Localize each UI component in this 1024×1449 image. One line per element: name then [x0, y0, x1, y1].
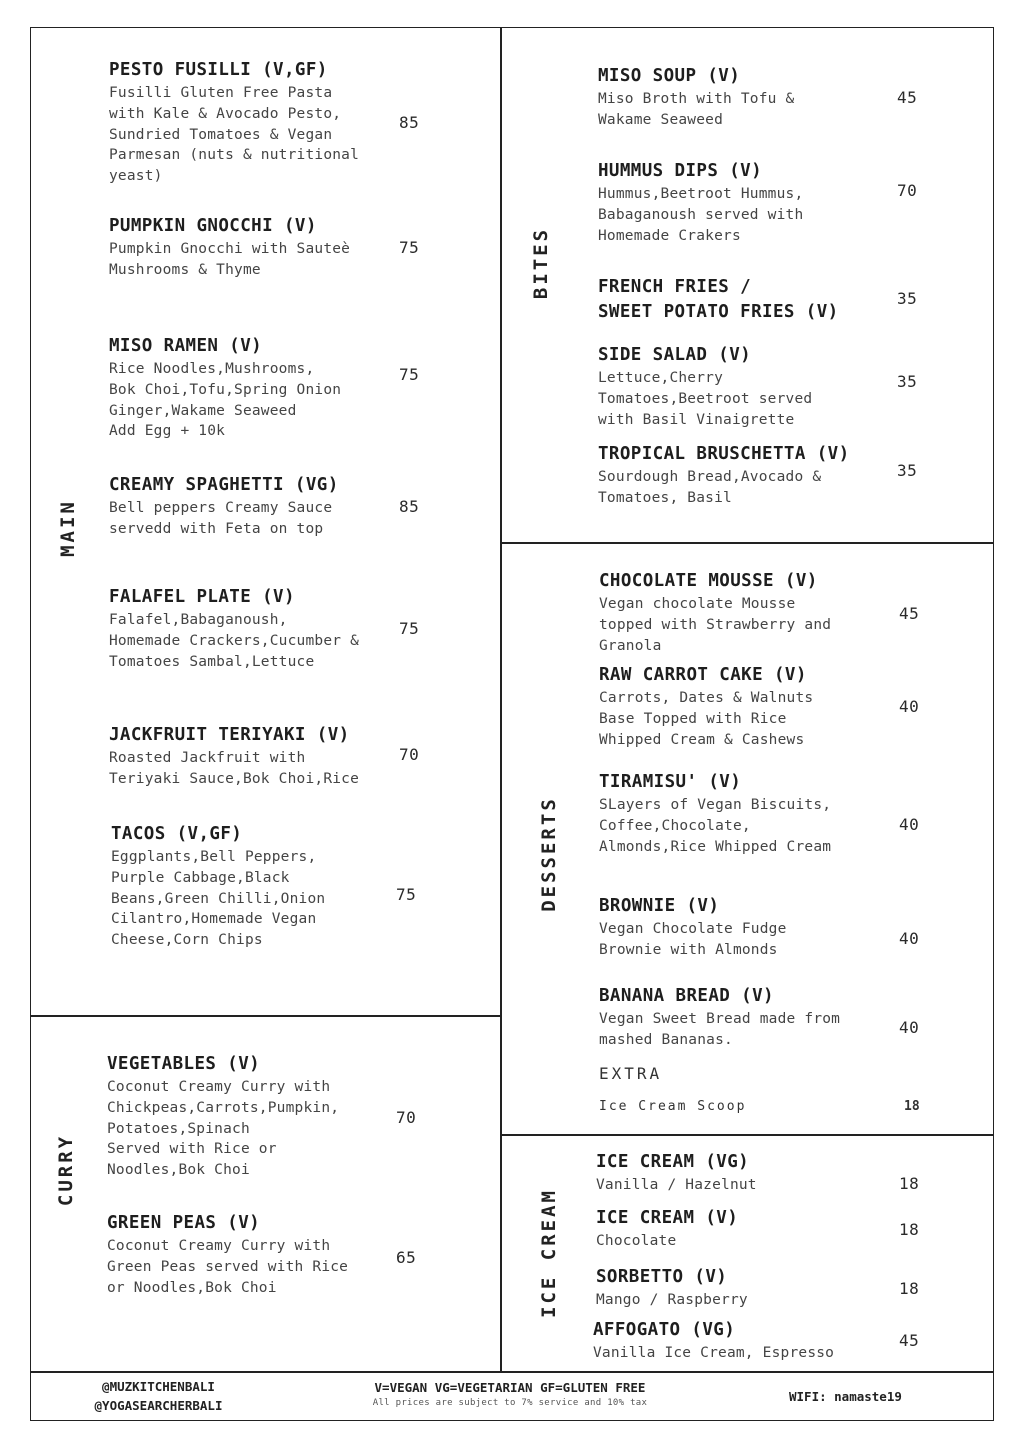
wifi-info: WIFI: namaste19 — [789, 1389, 902, 1404]
item-name: PESTO FUSILLI (V,GF) — [109, 60, 328, 80]
item-description: Hummus,Beetroot Hummus, Babaganoush served with Homemade Crakers — [598, 186, 804, 244]
menu-item — [598, 275, 839, 325]
item-description: SLayers of Vegan Biscuits, Coffee,Chocolate, Almonds,Rice Whipped Cream — [599, 797, 832, 855]
item-price: 75 — [399, 619, 420, 638]
item-name: AFFOGATO (VG) — [593, 1320, 736, 1340]
item-price: 45 — [899, 1331, 920, 1350]
item-name: BANANA BREAD (V) — [599, 986, 774, 1006]
item-price: 75 — [396, 885, 417, 904]
menu-item — [109, 214, 350, 281]
section-label-desserts: DESSERTS — [538, 796, 560, 912]
menu-item — [596, 1206, 738, 1252]
item-name: HUMMUS DIPS (V) — [598, 161, 763, 181]
item-name: FRENCH FRIES / SWEET POTATO FRIES (V) — [598, 277, 839, 322]
extra-price: 18 — [904, 1099, 920, 1114]
item-price: 40 — [899, 815, 920, 834]
item-name: RAW CARROT CAKE (V) — [599, 665, 807, 685]
item-price: 40 — [899, 697, 920, 716]
item-description: Vanilla / Hazelnut — [596, 1177, 757, 1193]
menu-item — [109, 585, 359, 672]
menu-item — [107, 1211, 348, 1298]
item-description: Bell peppers Creamy Sauce servedd with Feta on top — [109, 500, 333, 537]
social-handle-yogasearcher: @YOGASEARCHERBALI — [94, 1398, 223, 1413]
item-description: Lettuce,Cherry Tomatoes,Beetroot served with Basil Vinaigrette — [598, 370, 813, 428]
item-price: 65 — [396, 1248, 417, 1267]
section-label-main: MAIN — [57, 499, 79, 557]
item-name: ICE CREAM (VG) — [596, 1152, 750, 1172]
item-name: TROPICAL BRUSCHETTA (V) — [598, 444, 850, 464]
menu-item — [598, 442, 850, 509]
item-name: ICE CREAM (V) — [596, 1208, 739, 1228]
menu-item — [109, 473, 339, 540]
item-description: Carrots, Dates & Walnuts Base Topped with Rice Whipped Cream & Cashews — [599, 690, 814, 748]
item-name: CREAMY SPAGHETTI (VG) — [109, 475, 339, 495]
item-name: TACOS (V,GF) — [111, 824, 243, 844]
item-description: Eggplants,Bell Peppers, Purple Cabbage,Black Beans,Green Chilli,Onion Cilantro,Homemade Vegan Cheese,Corn Chips — [111, 849, 326, 949]
menu-item — [599, 894, 787, 961]
item-description: Mango / Raspberry — [596, 1292, 748, 1308]
item-price: 75 — [399, 238, 420, 257]
dietary-legend: V=VEGAN VG=VEGETARIAN GF=GLUTEN FREE — [374, 1380, 646, 1395]
item-description: Vegan Sweet Bread made from mashed Bananas. — [599, 1011, 841, 1048]
item-name: MISO SOUP (V) — [598, 66, 741, 86]
footer-divider — [30, 1371, 994, 1373]
item-description: Vegan chocolate Mousse topped with Strawberry and Granola — [599, 596, 832, 654]
item-description: Vanilla Ice Cream, Espresso — [593, 1345, 835, 1361]
item-name: TIRAMISU' (V) — [599, 772, 742, 792]
item-name: GREEN PEAS (V) — [107, 1213, 261, 1233]
item-description: Sourdough Bread,Avocado & Tomatoes, Basil — [598, 469, 822, 506]
item-name: SORBETTO (V) — [596, 1267, 728, 1287]
item-description: Miso Broth with Tofu & Wakame Seaweed — [598, 91, 795, 128]
menu-item — [599, 984, 840, 1051]
item-price: 45 — [899, 604, 920, 623]
item-name: PUMPKIN GNOCCHI (V) — [109, 216, 317, 236]
item-description: Coconut Creamy Curry with Chickpeas,Carrots,Pumpkin, Potatoes,Spinach Served with Rice or Noodles,Bok Choi — [107, 1079, 340, 1179]
section-label-bites: BITES — [530, 226, 552, 300]
item-name: MISO RAMEN (V) — [109, 336, 263, 356]
social-handles — [86, 1377, 231, 1415]
menu-item — [109, 334, 341, 442]
item-price: 85 — [399, 113, 420, 132]
desserts-icecream-divider — [500, 1134, 994, 1136]
item-name: VEGETABLES (V) — [107, 1054, 261, 1074]
menu-item — [598, 159, 803, 246]
item-description: Vegan Chocolate Fudge Brownie with Almonds — [599, 921, 787, 958]
item-price: 70 — [399, 745, 420, 764]
item-price: 18 — [899, 1174, 920, 1193]
item-description: Roasted Jackfruit with Teriyaki Sauce,Bok Choi,Rice — [109, 750, 360, 787]
main-curry-divider — [30, 1015, 501, 1017]
menu-item — [599, 770, 831, 857]
menu-item — [598, 343, 812, 430]
section-label-curry: CURRY — [55, 1133, 77, 1207]
item-price: 85 — [399, 497, 420, 516]
item-price: 75 — [399, 365, 420, 384]
item-price: 40 — [899, 1018, 920, 1037]
item-price: 70 — [897, 181, 918, 200]
tax-note: All prices are subject to 7% service and 10% tax — [372, 1398, 648, 1408]
item-description: Falafel,Babaganoush, Homemade Crackers,Cucumber & Tomatoes Sambal,Lettuce — [109, 612, 360, 670]
menu-item — [109, 723, 359, 790]
extra-item: Ice Cream Scoop — [599, 1099, 747, 1114]
item-description: Pumpkin Gnocchi with Sauteè Mushrooms & Thyme — [109, 241, 351, 278]
column-divider — [500, 27, 502, 1372]
menu-item — [107, 1052, 339, 1181]
item-price: 18 — [899, 1220, 920, 1239]
social-handle-muzkitchen: @MUZKITCHENBALI — [102, 1379, 215, 1394]
menu-item — [596, 1150, 757, 1196]
item-name: BROWNIE (V) — [599, 896, 720, 916]
extra-title: EXTRA — [599, 1064, 663, 1083]
menu-item — [599, 569, 831, 656]
menu-item — [109, 58, 359, 187]
item-description: Coconut Creamy Curry with Green Peas served with Rice or Noodles,Bok Choi — [107, 1238, 349, 1296]
item-name: FALAFEL PLATE (V) — [109, 587, 295, 607]
menu-item — [111, 822, 325, 951]
item-price: 45 — [897, 88, 918, 107]
item-name: JACKFRUIT TERIYAKI (V) — [109, 725, 350, 745]
item-price: 35 — [897, 372, 918, 391]
item-name: SIDE SALAD (V) — [598, 345, 752, 365]
item-price: 18 — [899, 1279, 920, 1298]
menu-item — [599, 663, 813, 750]
item-description: Rice Noodles,Mushrooms, Bok Choi,Tofu,Spring Onion Ginger,Wakame Seaweed Add Egg + 10k — [109, 361, 342, 440]
item-price: 70 — [396, 1108, 417, 1127]
bites-desserts-divider — [500, 542, 994, 544]
item-name: CHOCOLATE MOUSSE (V) — [599, 571, 818, 591]
menu-item — [593, 1318, 834, 1364]
item-description: Fusilli Gluten Free Pasta with Kale & Avocado Pesto, Sundried Tomatoes & Vegan Parmesan (nuts & nutritional yeast) — [109, 85, 360, 185]
item-price: 35 — [897, 289, 918, 308]
menu-item — [596, 1265, 748, 1311]
item-description: Chocolate — [596, 1233, 677, 1249]
item-price: 40 — [899, 929, 920, 948]
section-label-ice-cream: ICE CREAM — [538, 1188, 560, 1318]
menu-item — [598, 64, 794, 131]
item-price: 35 — [897, 461, 918, 480]
